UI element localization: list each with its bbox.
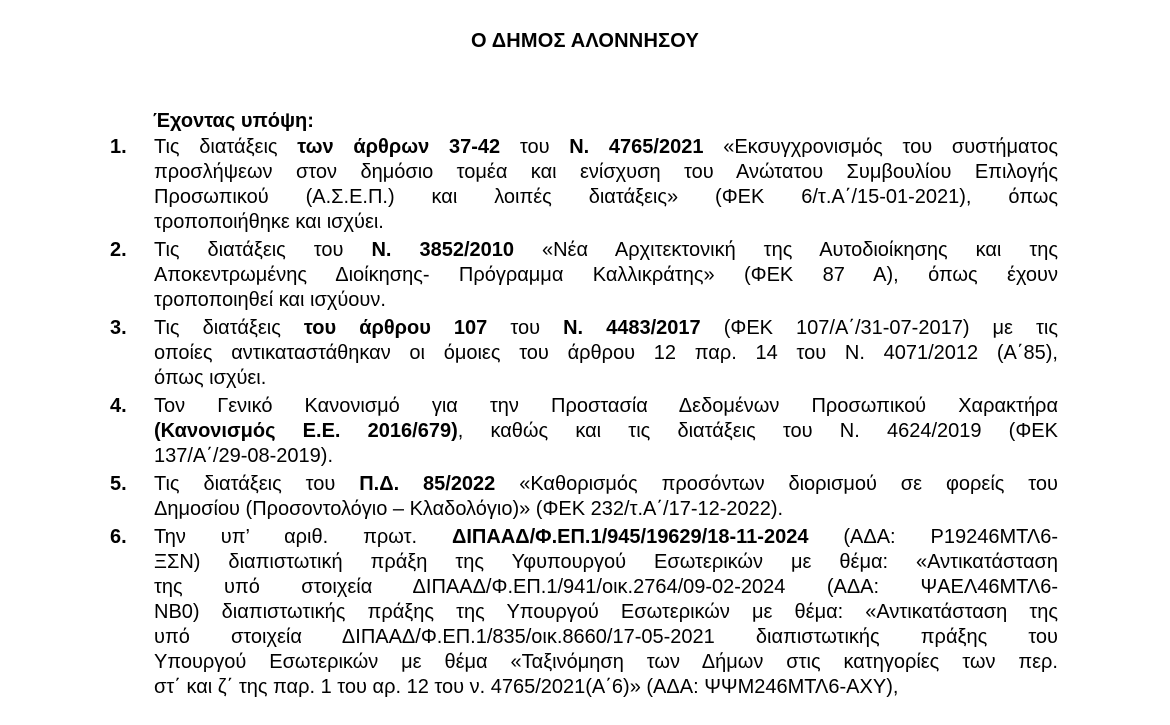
item-line <box>154 525 1058 550</box>
item-line <box>154 575 1058 600</box>
text-run: Τις διατάξεις <box>154 136 298 158</box>
text-run: τροποποιηθεί και ισχύουν. <box>154 289 386 311</box>
item-line <box>154 419 1058 444</box>
text-run: Υπουργού Εσωτερικών με θέμα «Ταξινόμηση των Δήμων στις κατηγορίες των περ. <box>154 651 1058 673</box>
bold-text: Ν. 4483/2017 <box>563 317 701 339</box>
bold-text: Π.Δ. 85/2022 <box>359 473 496 495</box>
item-line <box>154 135 1058 160</box>
text-run: Τις διατάξεις του <box>154 239 372 261</box>
item-line <box>154 316 1058 341</box>
list-item <box>110 238 1058 313</box>
item-line <box>154 625 1058 650</box>
text-run: Την υπ’ αριθ. πρωτ. <box>154 526 452 548</box>
considering-heading: Έχοντας υπόψη: <box>153 110 314 132</box>
text-run: 137/Α΄/29-08-2019). <box>154 445 334 467</box>
item-line <box>154 650 1058 675</box>
item-line <box>154 600 1058 625</box>
item-number: 6. <box>110 526 127 548</box>
text-run: της υπό στοιχεία ΔΙΠΑΑΔ/Φ.ΕΠ.1/941/οικ.2764/09-02-2024 (ΑΔΑ: ΨΑΕΛ46ΜΤΛ6- <box>154 576 1058 598</box>
item-line <box>154 394 1058 419</box>
item-line <box>154 160 1058 185</box>
bold-text: ΔΙΠΑΑΔ/Φ.ΕΠ.1/945/19629/18-11-2024 <box>451 526 809 548</box>
text-run: ΝΒ0) διαπιστωτικής πράξης της Υπουργού Εσωτερικών με θέμα: «Αντικατάσταση της <box>154 601 1058 623</box>
item-line <box>154 444 1058 469</box>
item-line <box>154 550 1058 575</box>
item-line <box>154 288 1058 313</box>
text-run: στ΄ και ζ΄ της παρ. 1 του αρ. 12 του ν. 4765/2021(Α΄6)» (ΑΔΑ: ΨΨΜ246ΜΤΛ6-ΑΧΥ), <box>154 676 899 698</box>
item-number: 5. <box>110 473 127 495</box>
list-item <box>110 394 1058 469</box>
item-line <box>154 185 1058 210</box>
text-run: (ΦΕΚ 107/Α΄/31-07-2017) με τις <box>700 317 1058 339</box>
text-run: (ΑΔΑ: Ρ19246ΜΤΛ6- <box>808 526 1058 548</box>
item-line <box>154 472 1058 497</box>
text-run: , καθώς και τις διατάξεις του Ν. 4624/2019 (ΦΕΚ <box>457 420 1058 442</box>
text-run: προσλήψεων στον δημόσιο τομέα και ενίσχυση του Ανώτατου Συμβουλίου Επιλογής <box>154 161 1058 183</box>
bold-text: Ν. 3852/2010 <box>371 239 514 261</box>
bold-text: (Κανονισμός Ε.Ε. 2016/679) <box>154 420 458 442</box>
bold-text: Ν. 4765/2021 <box>569 136 704 158</box>
text-run: Δημοσίου (Προσοντολόγιο – Κλαδολόγιο)» (ΦΕΚ 232/τ.Α΄/17-12-2022). <box>154 498 784 520</box>
text-run: Αποκεντρωμένης Διοίκησης- Πρόγραμμα Καλλικράτης» (ΦΕΚ 87 Α), όπως έχουν <box>154 264 1058 286</box>
list-item <box>110 472 1058 522</box>
text-run: του <box>487 317 564 339</box>
item-line <box>154 263 1058 288</box>
item-number: 1. <box>110 136 127 158</box>
text-run: Τον Γενικό Κανονισμό για την Προστασία Δεδομένων Προσωπικού Χαρακτήρα <box>154 395 1058 417</box>
list-item <box>110 316 1058 391</box>
text-run: «Καθορισμός προσόντων διορισμού σε φορείς του <box>495 473 1058 495</box>
text-run: όπως ισχύει. <box>154 367 267 389</box>
item-line <box>154 675 1058 700</box>
text-run: Τις διατάξεις <box>154 317 304 339</box>
item-number: 2. <box>110 239 127 261</box>
text-run: υπό στοιχεία ΔΙΠΑΑΔ/Φ.ΕΠ.1/835/οικ.8660/17-05-2021 διαπιστωτικής πράξης του <box>154 626 1058 648</box>
item-line <box>154 366 1058 391</box>
item-line <box>154 210 1058 235</box>
bold-text: του άρθρου 107 <box>303 317 488 339</box>
document-title: Ο ΔΗΜΟΣ ΑΛΟΝΝΗΣΟΥ <box>470 30 700 52</box>
list-item <box>110 135 1058 235</box>
text-run: τροποποιήθηκε και ισχύει. <box>154 211 384 233</box>
text-run: «Νέα Αρχιτεκτονική της Αυτοδιοίκησης και της <box>514 239 1058 261</box>
item-line <box>154 238 1058 263</box>
text-run: ΞΣΝ) διαπιστωτική πράξη της Υφυπουργού Εσωτερικών με θέμα: «Αντικατάσταση <box>154 551 1058 573</box>
item-number: 3. <box>110 317 127 339</box>
item-number: 4. <box>110 395 127 417</box>
text-run: του <box>500 136 570 158</box>
bold-text: των άρθρων 37-42 <box>297 136 501 158</box>
text-run: οποίες αντικαταστάθηκαν οι όμοιες του άρθρου 12 παρ. 14 του Ν. 4071/2012 (Α΄85), <box>154 342 1058 364</box>
text-run: Προσωπικού (Α.Σ.Ε.Π.) και λοιπές διατάξεις» (ΦΕΚ 6/τ.Α΄/15-01-2021), όπως <box>154 186 1058 208</box>
text-run: «Εκσυγχρονισμός του συστήματος <box>703 136 1058 158</box>
text-run: Τις διατάξεις του <box>154 473 360 495</box>
list-item <box>110 525 1058 700</box>
item-line <box>154 341 1058 366</box>
considerations-list <box>110 135 1058 700</box>
item-line <box>154 497 1058 522</box>
